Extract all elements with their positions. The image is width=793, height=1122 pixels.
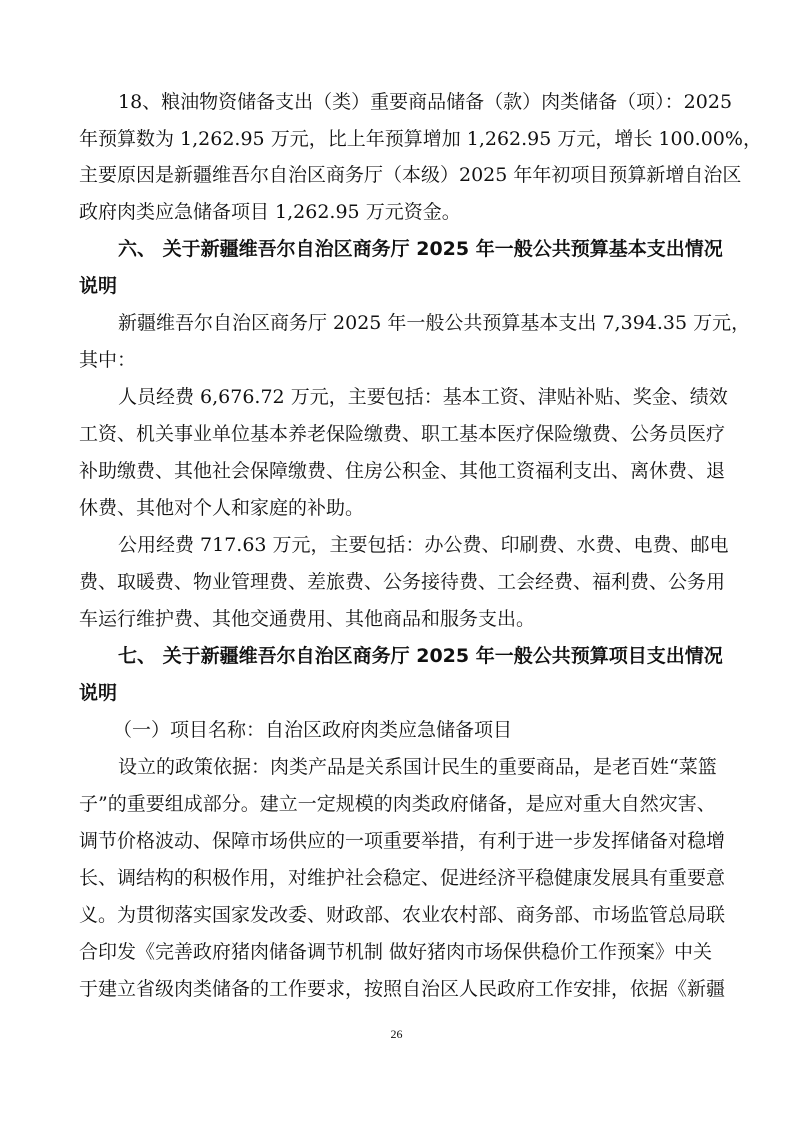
paragraph-line: 于建立省级肉类储备的工作要求，按照自治区人民政府工作安排，依据《新疆: [79, 978, 726, 1000]
paragraph-line: 设立的政策依据：肉类产品是关系国计民生的重要商品，是老百姓“菜篮: [118, 756, 717, 778]
paragraph-line: 工资、机关事业单位基本养老保险缴费、职工基本医疗保险缴费、公务员医疗: [79, 423, 726, 445]
section-heading: 六、 关于新疆维吾尔自治区商务厅 2025 年一般公共预算基本支出情况: [118, 238, 723, 260]
paragraph-line: 主要原因是新疆维吾尔自治区商务厅（本级）2025 年年初项目预算新增自治区: [79, 164, 742, 186]
paragraph-line: 调节价格波动、保障市场供应的一项重要举措，有利于进一步发挥储备对稳增: [79, 830, 726, 852]
paragraph-line: 车运行维护费、其他交通费用、其他商品和服务支出。: [79, 608, 536, 630]
paragraph-line: 合印发《完善政府猪肉储备调节机制 做好猪肉市场保供稳价工作预案》中关: [79, 941, 713, 963]
paragraph-line: 人员经费 6,676.72 万元，主要包括：基本工资、津贴补贴、奖金、绩效: [118, 386, 728, 408]
paragraph-line: 子”的重要组成部分。建立一定规模的肉类政府储备，是应对重大自然灾害、: [79, 793, 716, 815]
paragraph-line: 公用经费 717.63 万元，主要包括：办公费、印刷费、水费、电费、邮电: [118, 534, 729, 556]
paragraph-line: 新疆维吾尔自治区商务厅 2025 年一般公共预算基本支出 7,394.35 万元，: [118, 312, 751, 334]
section-heading-continuation: 说明: [79, 682, 118, 704]
paragraph-line: 18、粮油物资储备支出（类）重要商品储备（款）肉类储备（项）：2025: [118, 91, 733, 113]
paragraph-line: 休费、其他对个人和家庭的补助。: [79, 497, 365, 519]
section-heading: 七、 关于新疆维吾尔自治区商务厅 2025 年一般公共预算项目支出情况: [118, 645, 723, 667]
paragraph-line: 政府肉类应急储备项目 1,262.95 万元资金。: [79, 201, 461, 223]
paragraph-line: 义。为贯彻落实国家发改委、财政部、农业农村部、商务部、市场监管总局联: [79, 904, 726, 926]
paragraph-line: 补助缴费、其他社会保障缴费、住房公积金、其他工资福利支出、离休费、退: [79, 460, 726, 482]
paragraph-line: 其中：: [79, 349, 137, 371]
project-title: （一）项目名称：自治区政府肉类应急储备项目: [113, 719, 513, 741]
section-heading-continuation: 说明: [79, 275, 118, 297]
paragraph-line: 费、取暖费、物业管理费、差旅费、公务接待费、工会经费、福利费、公务用: [79, 571, 726, 593]
paragraph-line: 年预算数为 1,262.95 万元，比上年预算增加 1,262.95 万元，增长 100.00%，: [79, 128, 762, 150]
paragraph-line: 长、调结构的积极作用，对维护社会稳定、促进经济平稳健康发展具有重要意: [79, 867, 726, 889]
page-number: 26: [390, 1027, 403, 1041]
